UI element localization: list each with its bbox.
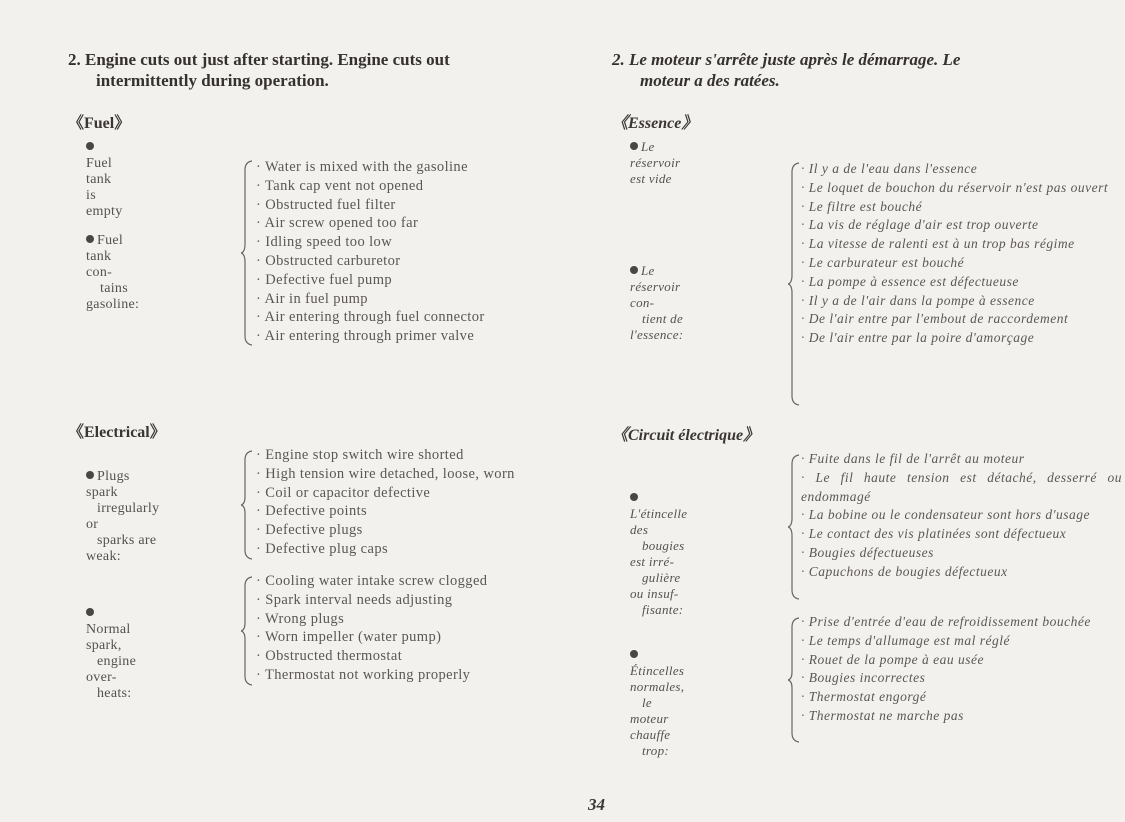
list-item: · Le filtre est bouché — [801, 198, 1122, 217]
fuel-cause-list — [256, 158, 485, 346]
overheat-cause-list — [256, 572, 487, 685]
section-heading-en — [68, 49, 588, 91]
brace-icon — [788, 162, 800, 406]
list-item: · Fuite dans le fil de l'arrêt au moteur — [801, 450, 1122, 469]
weak-spark-cause-list-fr — [801, 450, 1122, 582]
list-item: · Le fil haute tension est détaché, desserré ou endommagé — [801, 469, 1122, 507]
list-item: · Air screw opened too far — [256, 214, 485, 233]
condition-text: Normal spark, — [86, 622, 131, 653]
heading-line-1: Le moteur s'arrête juste après le démarrage. Le — [629, 50, 961, 69]
list-item: · Il y a de l'eau dans l'essence — [801, 160, 1122, 179]
condition-label — [630, 263, 683, 343]
list-item: · Thermostat engorgé — [801, 688, 1122, 707]
condition-text: bougies est irré- — [630, 538, 685, 569]
list-item: · Water is mixed with the gasoline — [256, 158, 485, 177]
list-item: · Thermostat ne marche pas — [801, 707, 1122, 726]
list-item: · Wrong plugs — [256, 610, 487, 629]
brace-icon — [241, 576, 253, 686]
bullet-icon — [86, 471, 94, 479]
brace-icon — [788, 454, 800, 600]
list-item: · Defective fuel pump — [256, 271, 485, 290]
bullet-icon — [86, 142, 94, 150]
fuel-section-title-fr: 《Essence》 — [612, 115, 698, 132]
list-item: · Obstructed thermostat — [256, 647, 487, 666]
list-item: · High tension wire detached, loose, worn — [256, 465, 515, 484]
list-item: · Obstructed fuel filter — [256, 196, 485, 215]
list-item: · La pompe à essence est défectueuse — [801, 273, 1122, 292]
list-item: · Worn impeller (water pump) — [256, 628, 487, 647]
condition-label — [630, 139, 680, 187]
list-item: · Prise d'entrée d'eau de refroidissement bouchée — [801, 613, 1122, 632]
list-item: · Defective plug caps — [256, 540, 515, 559]
condition-text: Fuel tank is empty — [86, 156, 123, 219]
section-heading-fr — [612, 49, 1125, 91]
condition-label — [86, 469, 159, 565]
list-item: · La vitesse de ralenti est à un trop bas régime — [801, 235, 1122, 254]
condition-text: le moteur chauffe — [630, 695, 671, 742]
heading-number: 2. — [612, 50, 625, 69]
bullet-icon — [630, 493, 638, 501]
list-item: · Il y a de l'air dans la pompe à essence — [801, 292, 1122, 311]
list-item: · Thermostat not working properly — [256, 666, 487, 685]
condition-label — [630, 647, 684, 759]
list-item: · Defective plugs — [256, 521, 515, 540]
condition-text: gulière ou insuf- — [630, 570, 681, 601]
overheat-cause-list-fr — [801, 613, 1122, 726]
list-item: · Le temps d'allumage est mal réglé — [801, 632, 1122, 651]
condition-label — [86, 233, 139, 313]
condition-text: tient de l'essence: — [630, 311, 684, 342]
brace-icon — [788, 617, 800, 743]
list-item: · Air in fuel pump — [256, 290, 485, 309]
page-number: 34 — [588, 795, 605, 814]
bullet-icon — [630, 142, 638, 150]
condition-text: Le réservoir est vide — [630, 139, 681, 186]
weak-spark-cause-list — [256, 446, 515, 559]
condition-label — [86, 140, 123, 220]
list-item: · Bougies incorrectes — [801, 669, 1122, 688]
heading-number: 2. — [68, 50, 81, 69]
list-item: · La bobine ou le condensateur sont hors d'usage — [801, 506, 1122, 525]
condition-text: Étincelles normales, — [630, 663, 685, 694]
list-item: · De l'air entre par l'embout de raccordement — [801, 310, 1122, 329]
bullet-icon — [630, 266, 638, 274]
electrical-section-title: 《Electrical》 — [68, 424, 166, 441]
list-item: · Defective points — [256, 502, 515, 521]
list-item: · Spark interval needs adjusting — [256, 591, 487, 610]
condition-text: trop: — [642, 743, 670, 758]
bullet-icon — [86, 235, 94, 243]
condition-text: engine over- — [86, 654, 137, 685]
condition-text: fisante: — [642, 602, 684, 617]
condition-label — [630, 490, 687, 618]
list-item: · Tank cap vent not opened — [256, 177, 485, 196]
heading-line-1: Engine cuts out just after starting. Engine cuts out — [85, 50, 450, 69]
list-item: · Engine stop switch wire shorted — [256, 446, 515, 465]
electrical-section-title-fr: 《Circuit électrique》 — [612, 427, 760, 444]
bullet-icon — [630, 650, 638, 658]
heading-line-2: intermittently during operation. — [96, 71, 329, 90]
condition-text: sparks are weak: — [86, 533, 157, 564]
condition-text: Le réservoir con- — [630, 263, 681, 310]
condition-text: Fuel tank con- — [86, 233, 124, 280]
list-item: · Le contact des vis platinées sont défectueux — [801, 525, 1122, 544]
brace-icon — [241, 160, 253, 346]
list-item: · Rouet de la pompe à eau usée — [801, 651, 1122, 670]
list-item: · Capuchons de bougies défectueux — [801, 563, 1122, 582]
fuel-section-title: 《Fuel》 — [68, 115, 131, 132]
condition-text: L'étincelle des — [630, 506, 688, 537]
list-item: · Coil or capacitor defective — [256, 484, 515, 503]
condition-label — [86, 606, 136, 702]
list-item: · Idling speed too low — [256, 233, 485, 252]
condition-text: heats: — [97, 686, 132, 701]
list-item: · Le loquet de bouchon du réservoir n'est pas ouvert — [801, 179, 1122, 198]
condition-text: tains gasoline: — [86, 281, 140, 312]
list-item: · La vis de réglage d'air est trop ouverte — [801, 216, 1122, 235]
condition-text: Plugs spark — [86, 469, 130, 500]
list-item: · Bougies défectueuses — [801, 544, 1122, 563]
list-item: · Air entering through fuel connector — [256, 308, 485, 327]
fuel-cause-list-fr — [801, 160, 1122, 348]
heading-line-2: moteur a des ratées. — [640, 71, 780, 90]
list-item: · Air entering through primer valve — [256, 327, 485, 346]
condition-text: irregularly or — [86, 501, 160, 532]
list-item: · De l'air entre par la poire d'amorçage — [801, 329, 1122, 348]
bullet-icon — [86, 608, 94, 616]
list-item: · Le carburateur est bouché — [801, 254, 1122, 273]
list-item: · Obstructed carburetor — [256, 252, 485, 271]
brace-icon — [241, 450, 253, 560]
list-item: · Cooling water intake screw clogged — [256, 572, 487, 591]
